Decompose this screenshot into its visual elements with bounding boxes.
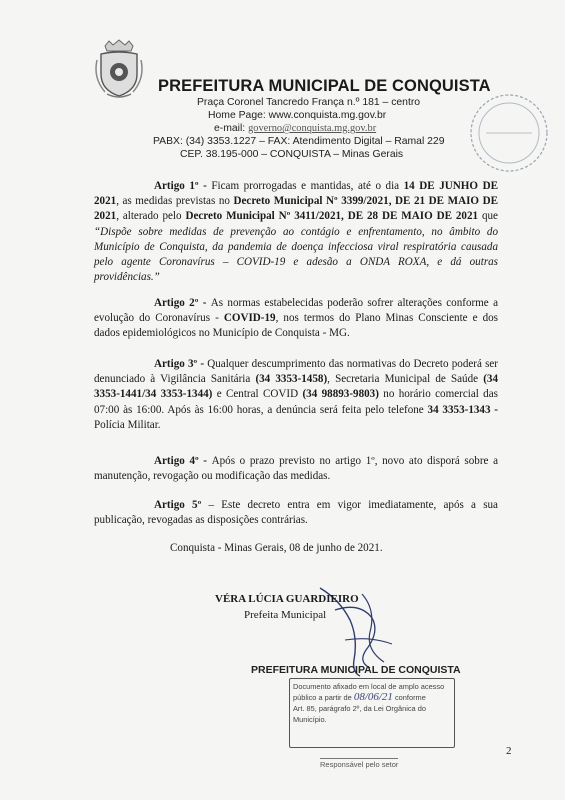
publication-date-handwritten: 08/06/21 — [353, 691, 393, 703]
publication-stamp-line: Documento afixado em local de amplo acesso — [293, 682, 445, 691]
article-3-text: Polícia Militar. — [94, 418, 161, 431]
article-3-text: Qualquer descumprimento das normativas do Decreto poderá ser denunciado à Vigilância Sanitária — [94, 358, 499, 386]
article-1-text: que — [478, 210, 498, 223]
email-link[interactable]: governo@conquista.mg.gov.br — [248, 123, 377, 134]
header-email-line — [214, 123, 376, 134]
article-3 — [94, 357, 498, 433]
phone-saude: (34 3353-1441/34 3353-1344) — [94, 373, 499, 401]
article-1-quote: “Dispõe sobre medidas de prevenção ao contágio e enfrentamento, no âmbito do Município de Conquista, da pandemia de doença infecciosa viral respiratória causada pelo agente Coronavírus – COVID-19 e adesão a ONDA ROXA, e dá outras providências.” — [94, 225, 498, 284]
header-homepage: Home Page: www.conquista.mg.gov.br — [208, 110, 387, 121]
article-5-text: – Este decreto entra em vigor imediatamente, após a sua publicação, revogadas as disposições contrárias. — [94, 499, 498, 527]
article-3-text: , Secretaria Municipal de Saúde — [327, 373, 484, 386]
page-number: 2 — [506, 745, 512, 757]
article-2-heading: Artigo 2º - — [154, 297, 211, 309]
article-1 — [94, 179, 498, 285]
publication-stamp-footer: Responsável pelo setor — [320, 760, 399, 769]
article-2-text: , nos termos do Plano Minas Consciente e dos dados epidemiológicos no Município de Conquista - MG. — [94, 312, 498, 340]
phone-vigilancia: (34 3353-1458) — [255, 373, 328, 386]
article-4 — [94, 454, 498, 484]
article-1-text: , alterado pelo — [116, 210, 186, 223]
protocol-stamp-top — [466, 90, 552, 176]
article-5 — [94, 498, 498, 528]
header-title: PREFEITURA MUNICIPAL DE CONQUISTA — [158, 77, 491, 95]
article-2-covid: COVID-19 — [223, 312, 276, 325]
publication-stamp-text: público a partir de — [293, 693, 354, 702]
article-3-text: e Central COVID — [212, 388, 303, 401]
article-3-text: no horário comercial das 07:00 às 16:00. Após às 16:00 horas, a denúncia será feita pelo telefone — [94, 388, 498, 416]
municipal-coat-of-arms — [93, 38, 145, 100]
article-2-text: As normas estabelecidas poderão sofrer alterações conforme a evolução do Coronavírus - — [94, 297, 498, 325]
article-1-decree-ref: Decreto Municipal Nº 3411/2021, DE 28 DE MAIO DE 2021 — [185, 210, 479, 223]
publication-stamp-line: Art. 85, parágrafo 2º, da Lei Orgânica do — [293, 704, 426, 713]
phone-central-covid: (34 98893-9803) — [302, 388, 379, 401]
header-address: Praça Coronel Tancredo França n.º 181 – centro — [197, 97, 421, 108]
article-3-heading: Artigo 3º - — [154, 358, 208, 370]
header-phones: PABX: (34) 3353.1227 – FAX: Atendimento Digital – Ramal 229 — [153, 136, 445, 147]
header-cep: CEP. 38.195-000 – CONQUISTA – Minas Gerais — [180, 149, 404, 160]
article-1-decree-ref: Decreto Municipal Nº 3399/2021, DE 21 DE MAIO DE 2021 — [94, 195, 498, 223]
article-1-text: , as medidas previstas no — [116, 195, 234, 208]
article-1-heading: Artigo 1º - — [154, 180, 212, 192]
signer-name: VÉRA LÚCIA GUARDIEIRO — [215, 593, 359, 605]
email-label: e-mail: — [214, 123, 249, 134]
publication-stamp-line — [293, 692, 451, 703]
article-5-heading: Artigo 5º — [154, 499, 202, 511]
article-4-heading: Artigo 4º - — [154, 455, 212, 467]
article-1-text: Ficam prorrogadas e mantidas, até o dia — [211, 180, 404, 192]
article-1-deadline: 14 DE JUNHO DE 2021 — [94, 180, 498, 208]
document-date: Conquista - Minas Gerais, 08 de junho de 2021. — [170, 542, 383, 554]
publication-stamp-header: PREFEITURA MUNICIPAL DE CONQUISTA — [251, 664, 461, 676]
publication-stamp — [289, 678, 455, 748]
article-4-text: Após o prazo previsto no artigo 1º, novo ato disporá sobre a manutenção, revogação ou modificação das medidas. — [94, 455, 498, 483]
phone-policia: 34 3353-1343 - — [427, 403, 499, 416]
signer-role: Prefeita Municipal — [244, 609, 327, 621]
publication-stamp-line: Município. — [293, 715, 327, 724]
article-2 — [94, 296, 498, 342]
publication-stamp-text: conforme — [392, 693, 426, 702]
